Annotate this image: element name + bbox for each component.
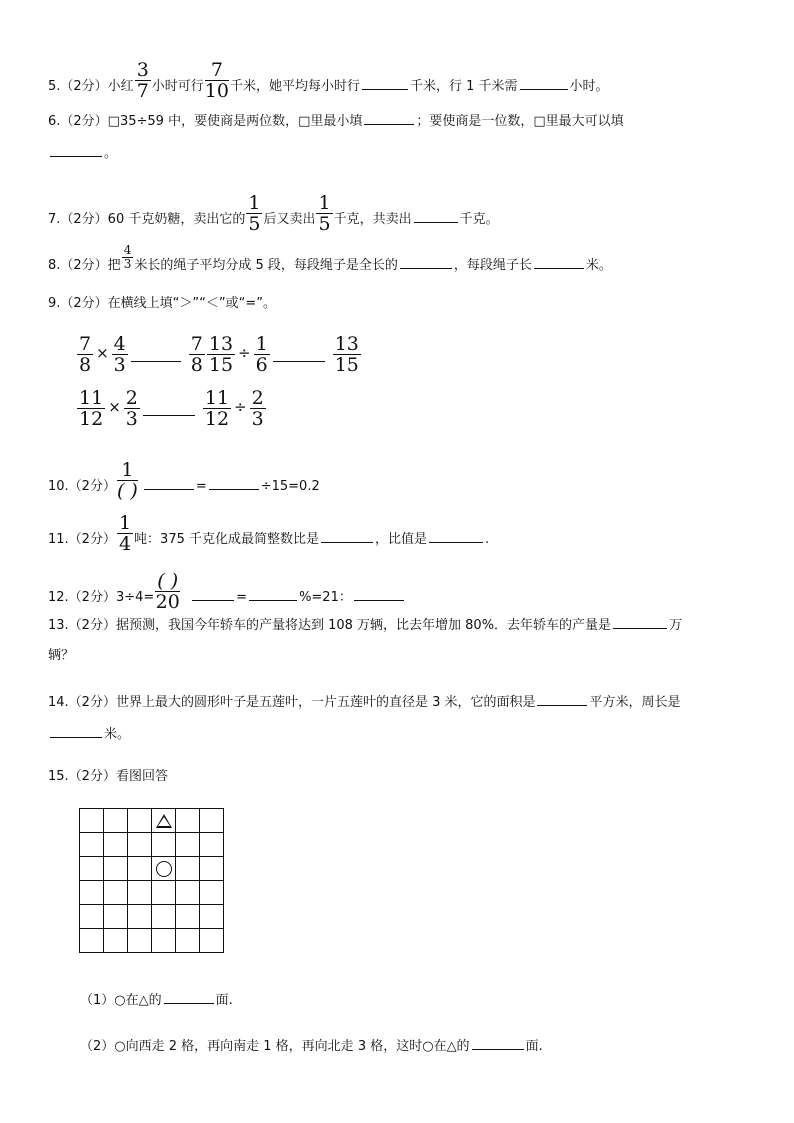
grid-row (80, 857, 224, 881)
question-10: 10.（2分） $\frac{1}{( )}$ = ÷15=0.2 (48, 459, 320, 502)
grid-cell (176, 857, 200, 881)
question-8: 8.（2分）把 $\frac{4}{3}$ 米长的绳子平均分成 5 段，每段绳子是全长的 ，每段绳子长 米。 (48, 243, 612, 273)
grid-cell (104, 929, 128, 953)
fraction: $\frac{1}{( )}$ (116, 459, 138, 502)
grid-cell (200, 857, 224, 881)
grid-cell (80, 881, 104, 905)
grid-row (80, 905, 224, 929)
grid-cell (176, 881, 200, 905)
answer-blank[interactable] (534, 255, 584, 269)
grid-cell (152, 833, 176, 857)
grid-cell (200, 809, 224, 833)
compare-row-1: $\frac{7}{8}$ × $\frac{4}{3}$ $\frac{7}{8}$ $\frac{13}{15}$ ÷ $\frac{1}{6}$ $\frac{13}{15}$ (79, 333, 359, 376)
grid-cell (128, 809, 152, 833)
answer-blank[interactable] (520, 76, 568, 90)
fraction: $\frac{7}{10}$ (204, 59, 229, 102)
answer-blank[interactable] (209, 476, 259, 490)
grid-cell (152, 905, 176, 929)
fraction: $\frac{13}{15}$ (334, 333, 359, 376)
fraction: $\frac{1}{6}$ (255, 333, 268, 376)
grid-cell (104, 833, 128, 857)
answer-blank[interactable] (362, 76, 408, 90)
grid-cell (176, 929, 200, 953)
answer-blank[interactable] (321, 529, 373, 543)
fraction: $\frac{1}{5}$ (318, 192, 331, 235)
question-13: 13.（2分）据预测，我国今年轿车的产量将达到 108 万辆，比去年增加 80%．去年轿车的产量是 万 (48, 615, 682, 635)
grid-cell (152, 809, 176, 833)
fraction: $\frac{13}{15}$ (208, 333, 234, 376)
fraction: $\frac{2}{3}$ (125, 387, 138, 430)
grid-cell (200, 905, 224, 929)
question-7: 7.（2分）60 千克奶糖，卖出它的 $\frac{1}{5}$ 后又卖出 $\frac{1}{5}$ 千克，共卖出 千克。 (48, 192, 499, 235)
question-6-line2: 。 (48, 143, 117, 163)
question-12: 12.（2分）3÷4= $\frac{( )}{20}$ = %=21： (48, 577, 406, 618)
answer-blank[interactable] (400, 255, 452, 269)
answer-blank[interactable] (144, 476, 194, 490)
grid-cell (80, 929, 104, 953)
answer-blank[interactable] (354, 587, 404, 601)
triangle-icon (156, 814, 172, 828)
grid-cell (152, 881, 176, 905)
grid-cell (104, 809, 128, 833)
grid-row (80, 833, 224, 857)
compare-blank[interactable] (143, 402, 195, 416)
grid-row (80, 809, 224, 833)
fraction: $\frac{4}{3}$ (123, 243, 132, 271)
grid-cell (128, 905, 152, 929)
grid-cell (176, 809, 200, 833)
grid-cell (80, 857, 104, 881)
fraction: $\frac{1}{4}$ (118, 512, 132, 555)
question-9: 9.（2分）在横线上填“＞”“＜”或“=”。 (48, 296, 276, 311)
question-11: 11.（2分） $\frac{1}{4}$ 吨：375 千克化成最简整数比是 ，比值是 . (48, 512, 490, 555)
fraction: $\frac{3}{7}$ (136, 59, 149, 102)
grid-cell (152, 929, 176, 953)
question-15-part-1: （1）○在△的 面. (80, 990, 233, 1010)
answer-blank[interactable] (429, 529, 483, 543)
grid-cell (128, 833, 152, 857)
grid-cell (200, 929, 224, 953)
question-14: 14.（2分）世界上最大的圆形叶子是五莲叶，一片五莲叶的直径是 3 米，它的面积是 平方米，周长是 (48, 692, 681, 712)
grid-cell (152, 857, 176, 881)
compare-blank[interactable] (273, 348, 325, 362)
grid-cell (200, 881, 224, 905)
compare-blank[interactable] (131, 348, 181, 362)
answer-blank[interactable] (192, 587, 234, 601)
grid-cell (80, 833, 104, 857)
fraction: $\frac{4}{3}$ (113, 333, 126, 376)
grid-cell (80, 809, 104, 833)
answer-blank[interactable] (414, 209, 458, 223)
question-15-part-2: （2）○向西走 2 格，再向南走 1 格，再向北走 3 格，这时○在△的 面. (80, 1036, 543, 1056)
grid-cell (80, 905, 104, 929)
answer-blank[interactable] (537, 692, 587, 706)
grid-cell (104, 905, 128, 929)
fraction: $\frac{11}{12}$ (204, 387, 230, 430)
answer-blank[interactable] (50, 143, 102, 157)
grid-cell (176, 905, 200, 929)
question-14-line2: 米。 (48, 724, 130, 744)
answer-blank[interactable] (364, 111, 414, 125)
fraction: $\frac{11}{12}$ (79, 387, 104, 430)
fraction: $\frac{1}{5}$ (248, 192, 261, 235)
answer-blank[interactable] (249, 587, 297, 601)
grid-cell (200, 833, 224, 857)
grid-cell (128, 857, 152, 881)
grid-cell (176, 833, 200, 857)
answer-blank[interactable] (164, 990, 214, 1004)
question-13-line2: 辆？ (48, 648, 75, 663)
compare-row-2: $\frac{11}{12}$ × $\frac{2}{3}$ $\frac{11}{12}$ ÷ $\frac{2}{3}$ (79, 387, 264, 430)
grid-row (80, 929, 224, 953)
grid-cell (104, 857, 128, 881)
grid-cell (128, 929, 152, 953)
grid-cell (104, 881, 128, 905)
answer-blank[interactable] (613, 615, 667, 629)
answer-blank[interactable] (50, 724, 102, 738)
grid-row (80, 881, 224, 905)
grid-cell (128, 881, 152, 905)
question-15: 15.（2分）看图回答 (48, 769, 168, 784)
fraction: $\frac{( )}{20}$ (155, 570, 180, 613)
fraction: $\frac{2}{3}$ (251, 387, 264, 430)
answer-blank[interactable] (472, 1036, 524, 1050)
fraction: $\frac{7}{8}$ (79, 333, 92, 376)
circle-icon (156, 861, 172, 877)
fraction: $\frac{7}{8}$ (190, 333, 203, 376)
question-6: 6.（2分）□35÷59 中，要使商是两位数，□里最小填 ；要使商是一位数，□里最大可以填 (48, 111, 624, 131)
direction-grid (79, 808, 224, 953)
question-5: 5.（2分）小红 $\frac{3}{7}$ 小时可行 $\frac{7}{10}$ 千米，她平均每小时行 千米，行 1 千米需 小时。 (48, 59, 609, 102)
